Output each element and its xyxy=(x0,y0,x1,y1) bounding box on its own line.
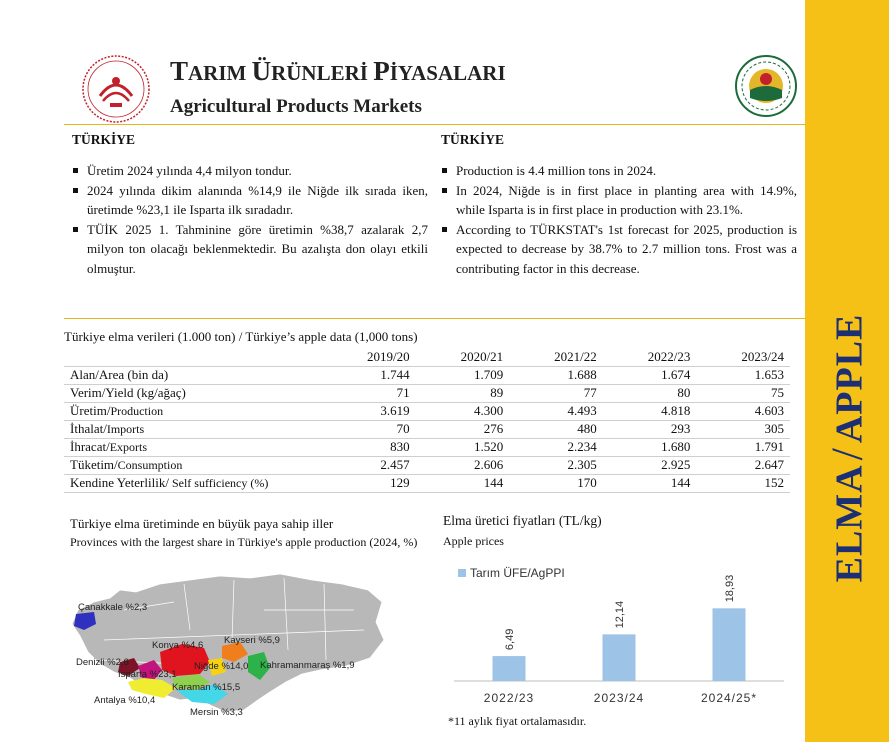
row-label xyxy=(64,402,322,420)
chart-subtitle: Apple prices xyxy=(443,534,504,548)
map-title xyxy=(70,514,417,552)
bar-data-label: 6,49 xyxy=(504,628,516,651)
list-item: 2024 yılında dikim alanında %14,9 ile Niğde ilk sırada iken, üretimde %23,1 ile Isparta ilk sıradadır. xyxy=(72,181,428,220)
x-tick-label: 2022/23 xyxy=(483,691,535,705)
bar xyxy=(493,656,526,681)
row-label-tr: İhracat/ xyxy=(70,439,110,454)
table-cell: 152 xyxy=(696,474,790,492)
label-antalya: Antalya %10,4 xyxy=(94,695,156,706)
list-item: According to TÜRKSTAT's 1st forecast for 2025, production is expected to decrease by 38.7% to 2.7 million tons. Frost was a contributing factor in this decrease. xyxy=(441,220,797,279)
row-label-tr: İthalat/ xyxy=(70,421,107,436)
table-cell: 3.619 xyxy=(322,402,416,420)
table-cell: 1.744 xyxy=(322,366,416,384)
side-label xyxy=(822,314,873,583)
table-row xyxy=(64,474,790,492)
table-cell: 2.457 xyxy=(322,456,416,474)
list-item: Üretim 2024 yılında 4,4 milyon tondur. xyxy=(72,161,428,181)
row-label-en: Production xyxy=(110,404,164,418)
row-label-tr: Üretim/ xyxy=(70,403,111,418)
row-label-en: Imports xyxy=(106,422,145,436)
side-label-en: APPLE xyxy=(828,313,871,444)
column-header: 2023/24 xyxy=(741,349,784,365)
column-header: 2020/21 xyxy=(460,349,504,365)
page-subtitle: Agricultural Products Markets xyxy=(170,96,422,117)
bar xyxy=(713,608,746,681)
bar-data-label: 12,14 xyxy=(614,600,626,629)
bar xyxy=(603,634,636,681)
table-cell: 1.674 xyxy=(603,366,697,384)
table-cell: 1.791 xyxy=(696,438,790,456)
table-cell: 2.234 xyxy=(509,438,603,456)
table-row xyxy=(64,456,790,474)
row-label-en: Consumption xyxy=(117,458,183,472)
table-cell: 71 xyxy=(322,384,416,402)
table-cell: 75 xyxy=(696,384,790,402)
table-cell: 4.300 xyxy=(416,402,510,420)
table-cell: 480 xyxy=(509,420,603,438)
label-karaman: Karaman %15,5 xyxy=(172,682,241,693)
legend-label: Tarım ÜFE/AgPPI xyxy=(470,566,565,580)
table-cell: 4.603 xyxy=(696,402,790,420)
table-cell: 293 xyxy=(603,420,697,438)
institute-logo xyxy=(734,54,798,118)
table-cell: 80 xyxy=(603,384,697,402)
table-cell: 2.647 xyxy=(696,456,790,474)
list-item: TÜİK 2025 1. Tahminine göre üretimin %38,7 azalarak 2,7 milyon ton olacağı beklenmektedir. Bu azalışta don olayı etkili olmuştur. xyxy=(72,220,428,279)
row-label xyxy=(64,438,322,456)
row-label xyxy=(64,366,322,384)
apple-data-table xyxy=(64,349,790,493)
table-cell: 70 xyxy=(322,420,416,438)
page-title: TARIM ÜRÜNLERİ PİYASALARI xyxy=(170,56,506,86)
table-header-row xyxy=(64,349,790,366)
bar-data-label: 18,93 xyxy=(724,574,736,603)
section-divider xyxy=(64,318,805,319)
table-cell: 1.520 xyxy=(416,438,510,456)
label-nigde: Niğde %14,0 xyxy=(194,661,249,672)
list-item: Production is 4.4 million tons in 2024. xyxy=(441,161,797,181)
table-caption: Türkiye elma verileri (1.000 ton) / Türkiye’s apple data (1,000 tons) xyxy=(64,329,418,344)
left-column-heading: TÜRKİYE xyxy=(72,132,136,147)
row-label-en: Self sufficiency (%) xyxy=(168,476,269,490)
x-tick-label: 2023/24 xyxy=(593,691,645,705)
legend-swatch xyxy=(458,569,466,577)
row-label xyxy=(64,474,322,492)
label-kahramanmaras: Kahramanmaraş %1,9 xyxy=(260,660,355,671)
table-cell: 170 xyxy=(509,474,603,492)
label-isparta: Isparta %23,1 xyxy=(118,669,177,680)
table-cell: 144 xyxy=(416,474,510,492)
row-label-tr: Kendine Yeterlilik/ xyxy=(70,475,169,490)
table-cell: 2.606 xyxy=(416,456,510,474)
table-cell: 305 xyxy=(696,420,790,438)
left-bullet-list xyxy=(72,161,428,278)
table-cell: 1.680 xyxy=(603,438,697,456)
table-cell: 830 xyxy=(322,438,416,456)
table-cell: 4.493 xyxy=(509,402,603,420)
table-cell: 2.925 xyxy=(603,456,697,474)
row-label xyxy=(64,456,322,474)
table-cell: 89 xyxy=(416,384,510,402)
column-header: 2019/20 xyxy=(366,349,410,365)
map-title-en: Provinces with the largest share in Türkiye's apple production (2024, %) xyxy=(70,535,418,549)
label-mersin: Mersin %3,3 xyxy=(190,707,243,718)
table-cell: 144 xyxy=(603,474,697,492)
row-label-en: Exports xyxy=(109,440,148,454)
list-item: In 2024, Niğde is in first place in planting area with 14.9%, while Isparta is in first place in production with 23.1%. xyxy=(441,181,797,220)
table-corner xyxy=(64,349,322,366)
chart-footnote: *11 aylık fiyat ortalamasıdır. xyxy=(448,714,587,728)
table-cell: 276 xyxy=(416,420,510,438)
table-cell: 1.709 xyxy=(416,366,510,384)
table-row xyxy=(64,366,790,384)
ministry-logo xyxy=(79,54,153,124)
map-title-tr: Türkiye elma üretiminde en büyük paya sahip iller xyxy=(70,516,334,531)
row-label-tr: Verim/Yield (kg/ağaç) xyxy=(70,385,186,400)
table-row xyxy=(64,420,790,438)
table-cell: 1.653 xyxy=(696,366,790,384)
header-divider xyxy=(64,124,805,125)
side-label-tr: ELMA xyxy=(828,464,871,583)
row-label xyxy=(64,420,322,438)
table-row xyxy=(64,438,790,456)
table-row xyxy=(64,384,790,402)
table-cell: 129 xyxy=(322,474,416,492)
row-label-tr: Tüketim/ xyxy=(70,457,118,472)
province-map xyxy=(64,570,394,720)
right-bullet-list xyxy=(441,161,797,278)
side-label-sep: / xyxy=(822,447,872,461)
label-denizli: Denizli %2,6 xyxy=(76,657,129,668)
column-header: 2021/22 xyxy=(554,349,597,365)
table-cell: 4.818 xyxy=(603,402,697,420)
chart-title: Elma üretici fiyatları (TL/kg) xyxy=(443,513,602,528)
row-label-tr: Alan/Area (bin da) xyxy=(70,367,169,382)
row-label xyxy=(64,384,322,402)
price-bar-chart xyxy=(440,550,800,712)
right-column-heading: TÜRKİYE xyxy=(441,132,505,147)
x-tick-label: 2024/25* xyxy=(700,691,758,705)
label-konya: Konya %4,6 xyxy=(152,640,204,651)
table-cell: 77 xyxy=(509,384,603,402)
table-cell: 1.688 xyxy=(509,366,603,384)
label-kayseri: Kayseri %5,9 xyxy=(224,635,280,646)
column-header: 2022/23 xyxy=(647,349,691,365)
label-canakkale: Çanakkale %2,3 xyxy=(78,602,148,613)
table-cell: 2.305 xyxy=(509,456,603,474)
table-row xyxy=(64,402,790,420)
